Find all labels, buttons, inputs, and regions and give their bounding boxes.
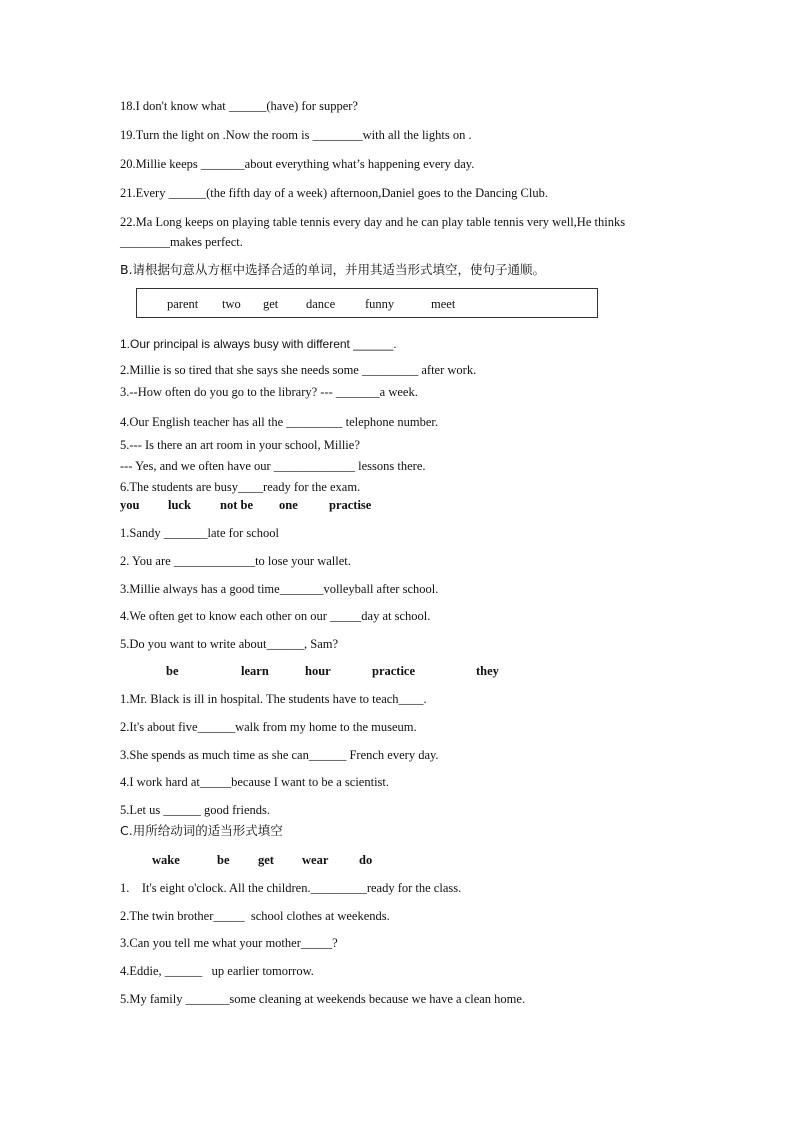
g3-question-3: 3.She spends as much time as she can______ French every day. xyxy=(120,748,439,762)
word-funny: funny xyxy=(365,297,395,311)
word-do: do xyxy=(359,853,373,867)
g2-question-4: 4.We often get to know each other on our _____day at school. xyxy=(120,609,431,623)
c-question-5: 5.My family _______some cleaning at weekends because we have a clean home. xyxy=(120,992,526,1006)
g2-question-1: 1.Sandy _______late for school xyxy=(120,526,280,540)
c-question-1: 1. It's eight o'clock. All the children._________ready for the class. xyxy=(120,881,462,895)
question-22-line-2: ________makes perfect. xyxy=(120,235,243,249)
b-question-5-line-1: 5.--- Is there an art room in your school, Millie? xyxy=(120,438,360,452)
g2-question-3: 3.Millie always has a good time_______volleyball after school. xyxy=(120,582,439,596)
c-question-4: 4.Eddie, ______ up earlier tomorrow. xyxy=(120,964,314,978)
section-c-heading: C.用所给动词的适当形式填空 xyxy=(120,823,283,838)
b-question-2: 2.Millie is so tired that she says she needs some _________ after work. xyxy=(120,363,477,377)
b-question-4: 4.Our English teacher has all the _________ telephone number. xyxy=(120,415,438,429)
word-get: get xyxy=(258,853,274,867)
word-wear: wear xyxy=(302,853,329,867)
word-learn: learn xyxy=(241,664,269,678)
question-19: 19.Turn the light on .Now the room is ________with all the lights on . xyxy=(120,128,472,142)
g3-question-2: 2.It's about five______walk from my home to the museum. xyxy=(120,720,417,734)
word-not-be: not be xyxy=(220,498,253,512)
g2-question-5: 5.Do you want to write about______, Sam? xyxy=(120,637,339,651)
question-21: 21.Every ______(the fifth day of a week) afternoon,Daniel goes to the Dancing Club. xyxy=(120,186,548,200)
b-question-1: 1.Our principal is always busy with different ______. xyxy=(120,337,397,351)
word-box xyxy=(136,288,598,318)
g3-question-1: 1.Mr. Black is ill in hospital. The students have to teach____. xyxy=(120,692,427,706)
section-b-heading: B.请根据句意从方框中选择合适的单词，并用其适当形式填空，使句子通顺。 xyxy=(120,262,546,277)
word-luck: luck xyxy=(168,498,191,512)
word-parent: parent xyxy=(167,297,199,311)
b-question-5-line-2: --- Yes, and we often have our _____________ lessons there. xyxy=(120,459,426,473)
word-wake: wake xyxy=(152,853,180,867)
word-get: get xyxy=(263,297,279,311)
g2-question-2: 2. You are _____________to lose your wallet. xyxy=(120,554,351,568)
word-they: they xyxy=(476,664,499,678)
c-question-2: 2.The twin brother_____ school clothes at weekends. xyxy=(120,909,390,923)
b-question-3: 3.--How often do you go to the library? --- _______a week. xyxy=(120,385,418,399)
word-be: be xyxy=(166,664,179,678)
word-one: one xyxy=(279,498,298,512)
c-question-3: 3.Can you tell me what your mother_____? xyxy=(120,936,338,950)
word-two: two xyxy=(222,297,241,311)
word-practice: practice xyxy=(372,664,416,678)
b-question-6: 6.The students are busy____ready for the exam. xyxy=(120,480,361,494)
word-practise: practise xyxy=(329,498,372,512)
g3-question-4: 4.I work hard at_____because I want to be a scientist. xyxy=(120,775,390,789)
question-18: 18.I don't know what ______(have) for supper? xyxy=(120,99,358,113)
word-meet: meet xyxy=(431,297,456,311)
question-20: 20.Millie keeps _______about everything what’s happening every day. xyxy=(120,157,475,171)
word-you: you xyxy=(120,498,140,512)
g3-question-5: 5.Let us ______ good friends. xyxy=(120,803,270,817)
word-be: be xyxy=(217,853,230,867)
question-22-line-1: 22.Ma Long keeps on playing table tennis every day and he can play table tennis very well,He thinks xyxy=(120,215,626,229)
word-hour: hour xyxy=(305,664,331,678)
word-dance: dance xyxy=(306,297,336,311)
